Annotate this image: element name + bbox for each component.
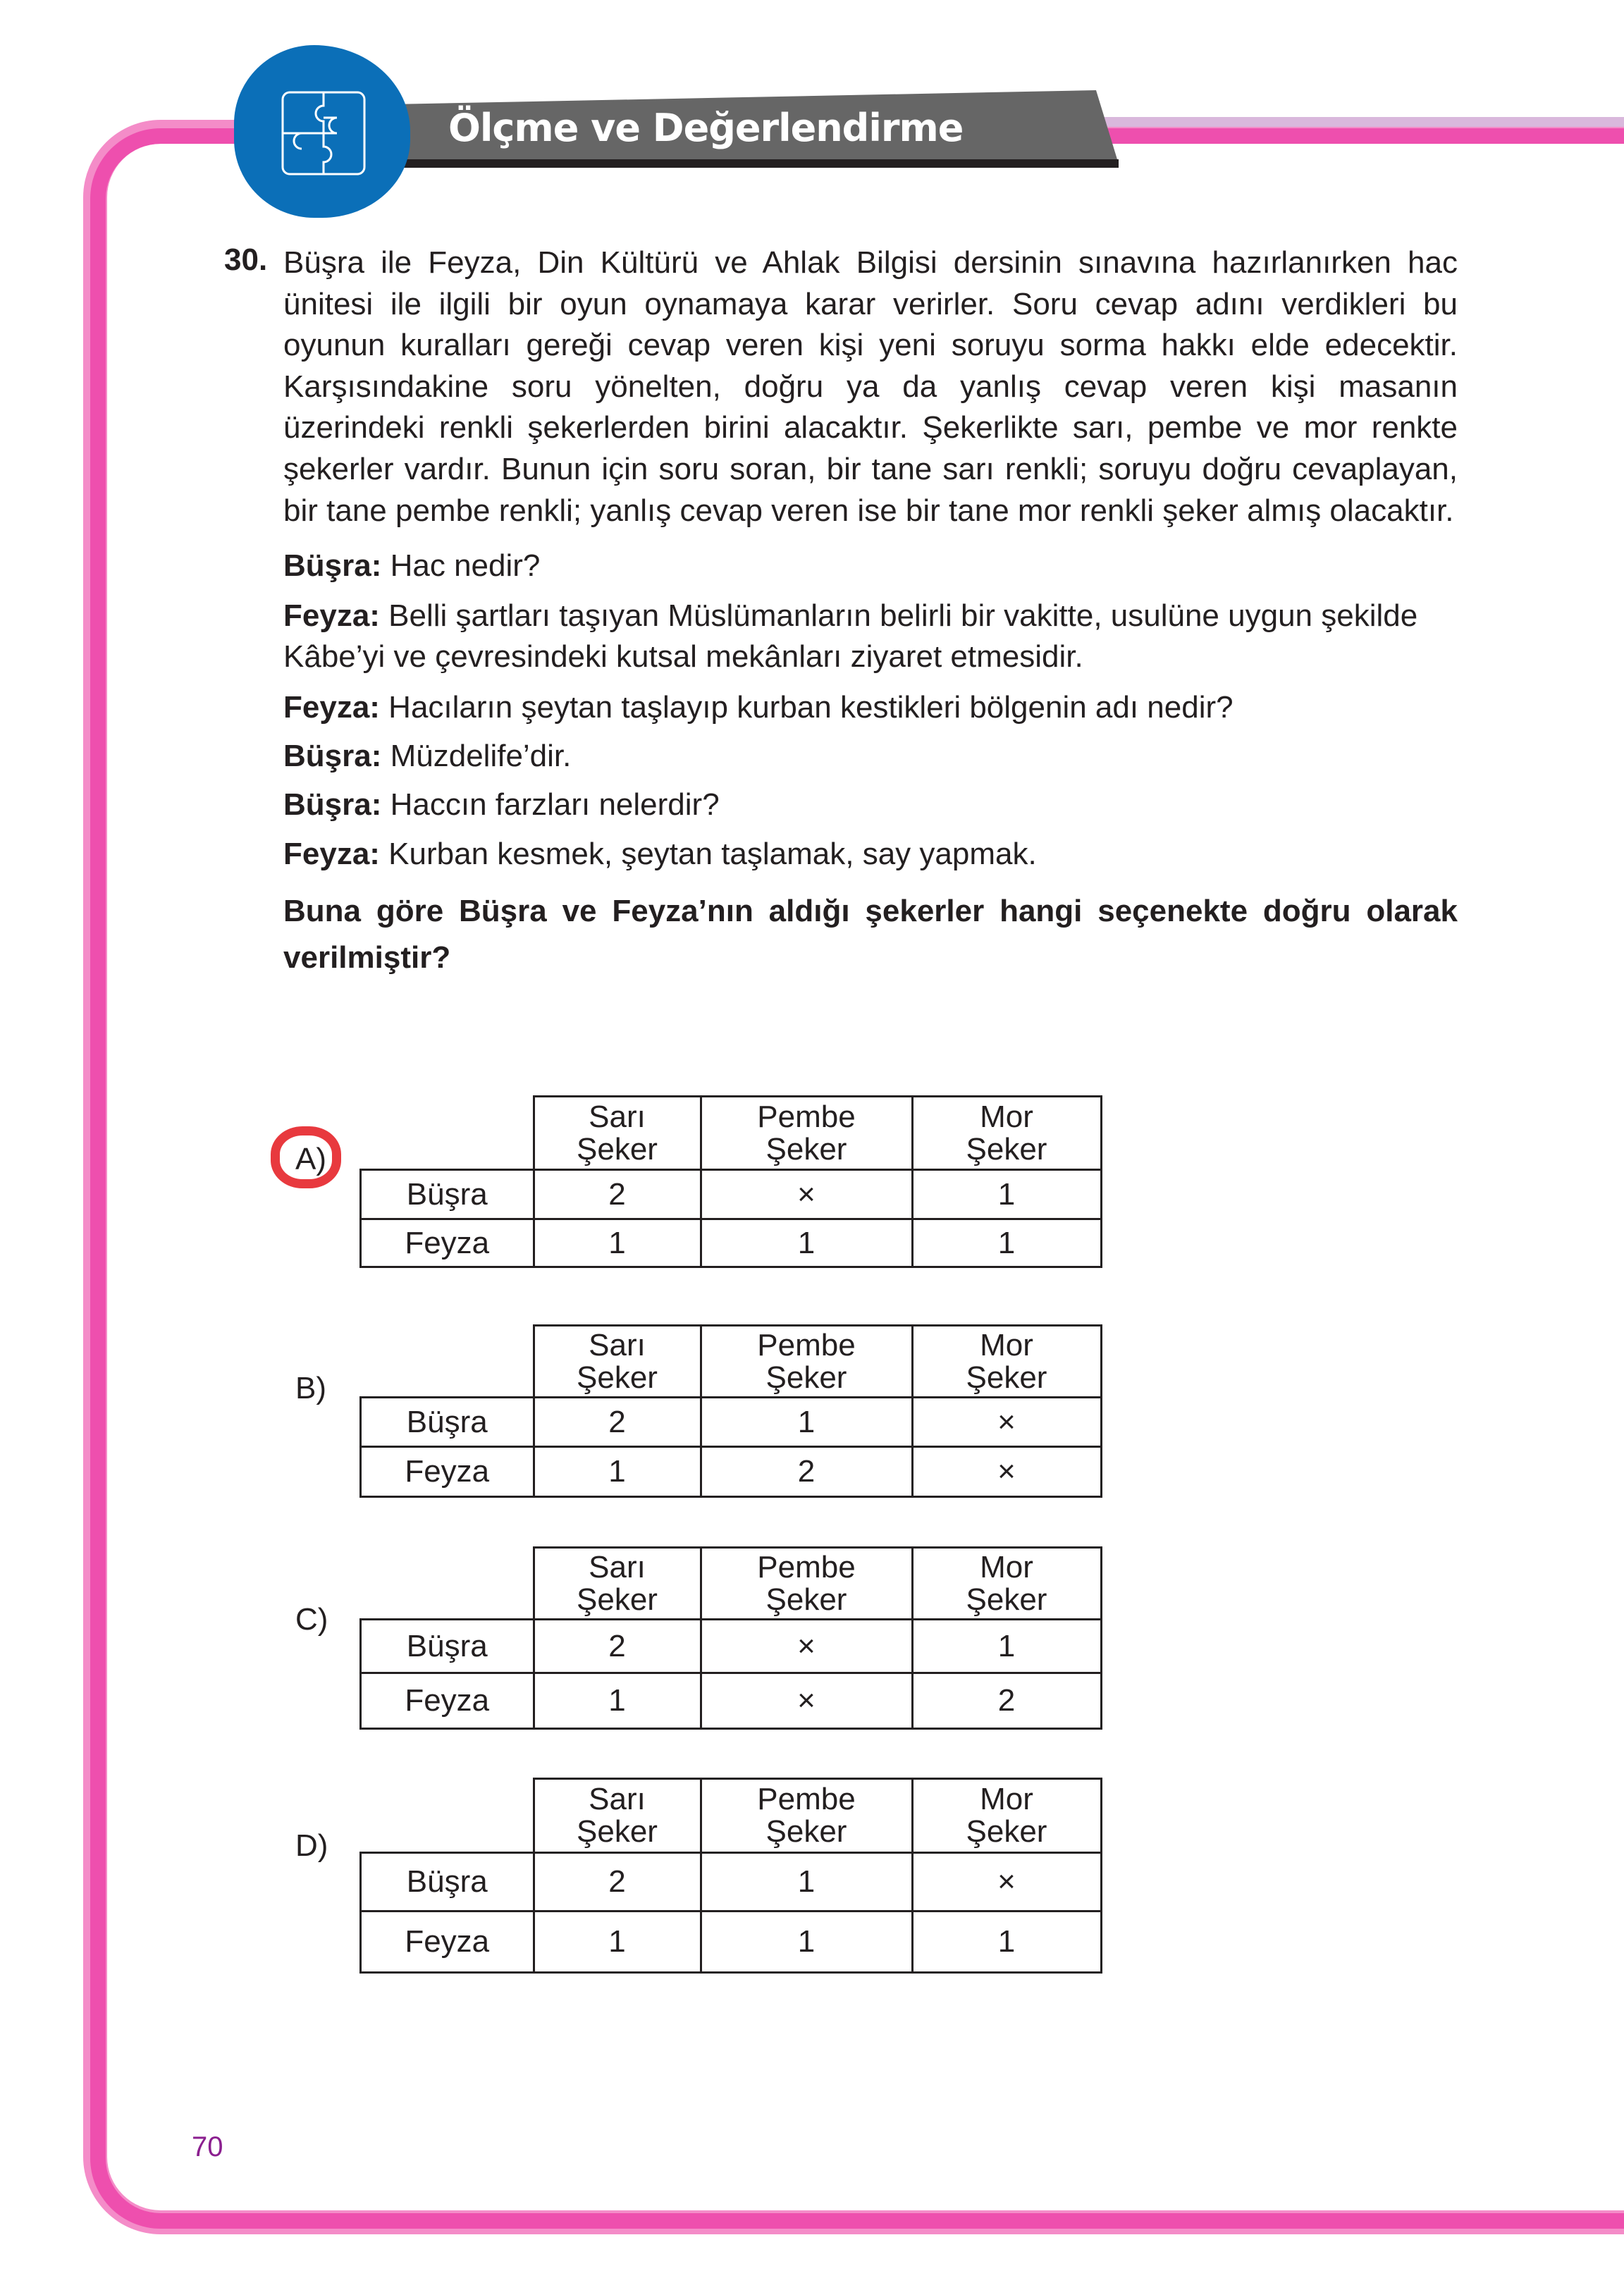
value-cell: 2: [912, 1673, 1101, 1729]
table-row: [361, 1853, 1102, 1912]
option-label[interactable]: C): [295, 1602, 328, 1637]
header-text: Pembe: [757, 1327, 856, 1362]
empty-cell: [361, 1097, 534, 1170]
column-header: [534, 1779, 701, 1853]
header-text: Şeker: [966, 1131, 1047, 1166]
option-table: [359, 1095, 1102, 1268]
row-name: Feyza: [361, 1673, 534, 1729]
value-cell: 1: [912, 1620, 1101, 1673]
header-text: Sarı: [589, 1549, 646, 1584]
frame-accent: [1100, 117, 1624, 127]
row-name: Büşra: [361, 1398, 534, 1447]
empty-cell: [361, 1779, 534, 1853]
value-cell: ×: [912, 1447, 1101, 1497]
option-table: [359, 1324, 1102, 1498]
dialog-text: Hacıların şeytan taşlayıp kurban kestikleri bölgenin adı nedir?: [379, 690, 1234, 725]
header-text: Mor: [980, 1327, 1033, 1362]
value-cell: 1: [912, 1219, 1101, 1267]
column-header: [534, 1326, 701, 1398]
dialog-text: Müzdelife’dir.: [381, 739, 572, 773]
table-row: [361, 1673, 1102, 1729]
header-text: Mor: [980, 1549, 1033, 1584]
dialog-line: [283, 596, 1458, 677]
header-text: Şeker: [966, 1814, 1047, 1849]
dialog-line: [283, 687, 1458, 728]
column-header: [912, 1326, 1101, 1398]
speaker: Büşra:: [283, 787, 382, 822]
table-row: [361, 1170, 1102, 1219]
dialog-text: Kurban kesmek, şeytan taşlamak, say yapmak.: [379, 837, 1037, 871]
page-number: 70: [192, 2131, 223, 2162]
value-cell: 1: [534, 1912, 701, 1973]
value-cell: 1: [912, 1170, 1101, 1219]
value-cell: 2: [534, 1853, 701, 1912]
header-text: Şeker: [577, 1131, 658, 1166]
header-text: Mor: [980, 1099, 1033, 1134]
row-name: Feyza: [361, 1219, 534, 1267]
header-text: Mor: [980, 1782, 1033, 1816]
column-header: [534, 1097, 701, 1170]
header-text: Sarı: [589, 1099, 646, 1134]
value-cell: 2: [701, 1447, 912, 1497]
header-text: Pembe: [757, 1099, 856, 1134]
value-cell: ×: [701, 1673, 912, 1729]
header-text: Şeker: [765, 1360, 847, 1395]
value-cell: 1: [912, 1912, 1101, 1973]
option-table: [359, 1546, 1102, 1730]
header-text: Şeker: [765, 1814, 847, 1849]
value-cell: 1: [701, 1398, 912, 1447]
column-header: [912, 1097, 1101, 1170]
column-header: [912, 1548, 1101, 1620]
header-text: Şeker: [966, 1360, 1047, 1395]
dialog-text: Belli şartları taşıyan Müslümanların belirli bir vakitte, usulüne uygun şekilde Kâbe’yi ve çevresindeki kutsal mekânları ziyaret etmesidir.: [283, 598, 1418, 674]
dialog-line: [283, 736, 1458, 777]
column-header: [701, 1097, 912, 1170]
value-cell: ×: [912, 1853, 1101, 1912]
header-text: Sarı: [589, 1782, 646, 1816]
header-text: Pembe: [757, 1549, 856, 1584]
dialog-text: Haccın farzları nelerdir?: [381, 787, 720, 822]
speaker: Feyza:: [283, 598, 380, 633]
row-name: Büşra: [361, 1853, 534, 1912]
value-cell: 1: [534, 1673, 701, 1729]
header-text: Şeker: [577, 1360, 658, 1395]
value-cell: 2: [534, 1620, 701, 1673]
option-label[interactable]: A): [295, 1142, 326, 1176]
puzzle-icon: [281, 90, 367, 176]
value-cell: ×: [701, 1620, 912, 1673]
question-body: Büşra ile Feyza, Din Kültürü ve Ahlak Bilgisi dersinin sınavına hazırlanırken hac ünitesi ile ilgili bir oyun oynamaya karar verirler. Soru cevap adını verdikleri bu oyunun kuralları gereği cevap veren kişi yeni soruyu sorma hakkı elde edecektir. Karşısındakine soru yönelten, doğru ya da yanlış cevap veren kişi masanın üzerindeki renkli şekerlerden birini alacaktır. Şekerlikte sarı, pembe ve mor renkte şekerler vardır. Bunun için soru soran, bir tane sarı renkli; soruyu doğru cevaplayan, bir tane pembe renkli; yanlış cevap veren ise bir tane mor renkli şeker almış olacaktır.: [283, 245, 1458, 528]
speaker: Büşra:: [283, 548, 382, 583]
header-text: Şeker: [577, 1814, 658, 1849]
row-name: Büşra: [361, 1170, 534, 1219]
header-text: Şeker: [577, 1582, 658, 1617]
empty-cell: [361, 1326, 534, 1398]
dialog-line: [283, 834, 1458, 875]
value-cell: 1: [701, 1853, 912, 1912]
question-prompt: Buna göre Büşra ve Feyza’nın aldığı şekerler hangi seçenekte doğru olarak verilmiştir?: [283, 894, 1458, 975]
header-text: Pembe: [757, 1782, 856, 1816]
table-row: [361, 1620, 1102, 1673]
speaker: Büşra:: [283, 739, 382, 773]
section-title: Ölçme ve Değerlendirme: [448, 106, 964, 150]
header-text: Şeker: [765, 1131, 847, 1166]
dialog-line: [283, 784, 1458, 825]
column-header: [701, 1779, 912, 1853]
option-table: [359, 1778, 1102, 1974]
table-row: [361, 1912, 1102, 1973]
column-header: [534, 1548, 701, 1620]
question-number: 30.: [224, 242, 268, 277]
table-row: [361, 1219, 1102, 1267]
header-text: Şeker: [765, 1582, 847, 1617]
speaker: Feyza:: [283, 837, 380, 871]
row-name: Büşra: [361, 1620, 534, 1673]
row-name: Feyza: [361, 1447, 534, 1497]
column-header: [701, 1326, 912, 1398]
header-text: Şeker: [966, 1582, 1047, 1617]
row-name: Feyza: [361, 1912, 534, 1973]
value-cell: ×: [701, 1170, 912, 1219]
column-header: [701, 1548, 912, 1620]
value-cell: 1: [701, 1912, 912, 1973]
table-row: [361, 1447, 1102, 1497]
table-row: [361, 1398, 1102, 1447]
value-cell: 1: [534, 1219, 701, 1267]
option-label[interactable]: D): [295, 1828, 328, 1863]
dialog-line: [283, 546, 1458, 586]
value-cell: ×: [912, 1398, 1101, 1447]
speaker: Feyza:: [283, 690, 380, 725]
option-label[interactable]: B): [295, 1371, 326, 1405]
value-cell: 2: [534, 1398, 701, 1447]
dialog-text: Hac nedir?: [381, 548, 541, 583]
value-cell: 1: [701, 1219, 912, 1267]
header-text: Sarı: [589, 1327, 646, 1362]
empty-cell: [361, 1548, 534, 1620]
value-cell: 1: [534, 1447, 701, 1497]
value-cell: 2: [534, 1170, 701, 1219]
column-header: [912, 1779, 1101, 1853]
